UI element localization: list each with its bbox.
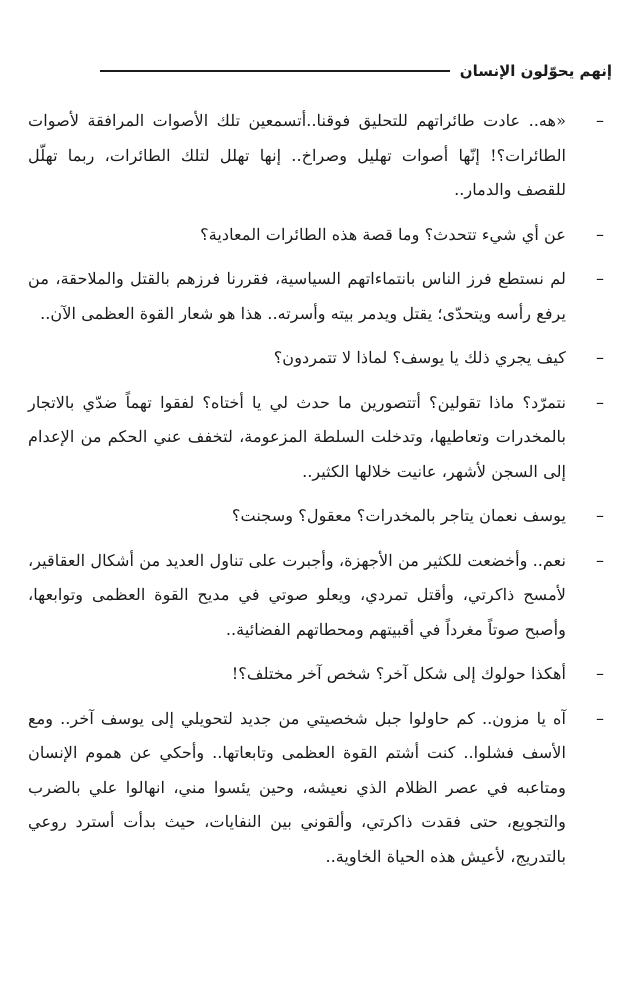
paragraph-text: يوسف نعمان يتاجر بالمخدرات؟ معقول؟ وسجنت؟ <box>231 506 566 525</box>
page-body <box>28 104 604 884</box>
dialogue-dash: – <box>596 550 604 570</box>
running-header <box>100 56 612 86</box>
paragraph-text: لم نستطع فرز الناس بانتماءاتهم السياسية، فقررنا فرزهم بالقتل والملاحقة، من يرفع رأسه ويتحدّى؛ يقتل ويدمر بيته وأسرته.. هذا هو شعار القوة العظمى الآن.. <box>28 269 566 323</box>
dialogue-paragraph <box>28 341 604 376</box>
paragraph-text: «هه.. عادت طائراتهم للتحليق فوقنا..أتسمعين تلك الأصوات المرافقة لأصوات الطائرات؟! إنّها أصوات تهليل وصراخ.. إنها تهلل لتلك الطائرات، ربما تهلّل للقصف والدمار.. <box>28 111 566 199</box>
paragraph-text: أهكذا حولوك إلى شكل آخر؟ شخص آخر مختلف؟! <box>231 664 566 683</box>
dialogue-dash: – <box>596 224 604 244</box>
dialogue-dash: – <box>596 111 604 130</box>
dialogue-paragraph <box>28 386 604 490</box>
paragraph-text: كيف يجري ذلك يا يوسف؟ لماذا لا تتمردون؟ <box>273 348 566 367</box>
dialogue-paragraph <box>28 218 604 253</box>
dialogue-dash: – <box>596 348 604 367</box>
dialogue-dash: – <box>596 506 604 525</box>
dialogue-dash: – <box>596 664 604 683</box>
dialogue-dash: – <box>596 392 604 412</box>
dialogue-paragraph <box>28 104 604 208</box>
dialogue-paragraph <box>28 657 604 692</box>
header-rule <box>100 70 450 72</box>
running-title: إنهم يحوّلون الإنسان <box>459 62 612 80</box>
dialogue-dash: – <box>596 269 604 288</box>
paragraph-text: آه يا مزون.. كم حاولوا جبل شخصيتي من جديد لتحويلي إلى يوسف آخر.. ومع الأسف فشلوا.. كنت أشتم القوة العظمى وتابعاتها.. وأحكي عن هموم الإنسان ومتاعبه في عصر الظلام الذي نعيشه، وحين يئسوا مني، انهالوا علي بالضرب والتجويع، حتى فقدت ذاكرتي، وألقوني بين النفايات، حيث بدأت أسترد روعي بالتدريج، لأعيش هذه الحياة الخاوية.. <box>28 708 566 866</box>
dialogue-paragraph <box>28 262 604 331</box>
dialogue-paragraph <box>28 702 604 875</box>
paragraph-text: عن أي شيء تتحدث؟ وما قصة هذه الطائرات المعادية؟ <box>200 224 566 244</box>
dialogue-dash: – <box>596 708 604 728</box>
dialogue-paragraph <box>28 499 604 534</box>
dialogue-paragraph <box>28 544 604 648</box>
paragraph-text: نتمرّد؟ ماذا تقولين؟ أتتصورين ما حدث لي يا أختاه؟ لفقوا تهماً ضدّي بالاتجار بالمخدرات وتعاطيها، وتدخلت السلطة المزعومة، لتخفف عني الحكم من الإعدام إلى السجن لأشهر، عانيت خلالها الكثير.. <box>28 392 566 481</box>
paragraph-text: نعم.. وأخضعت للكثير من الأجهزة، وأجبرت على تناول العديد من أشكال العقاقير، لأمسح ذاكرتي، وأقتل تمردي، ويعلو صوتي في مديح القوة العظمى وتوابعها، وأصبح صوتاً مغرداً في أقبيتهم ومحطاتهم الفضائية.. <box>28 550 566 639</box>
